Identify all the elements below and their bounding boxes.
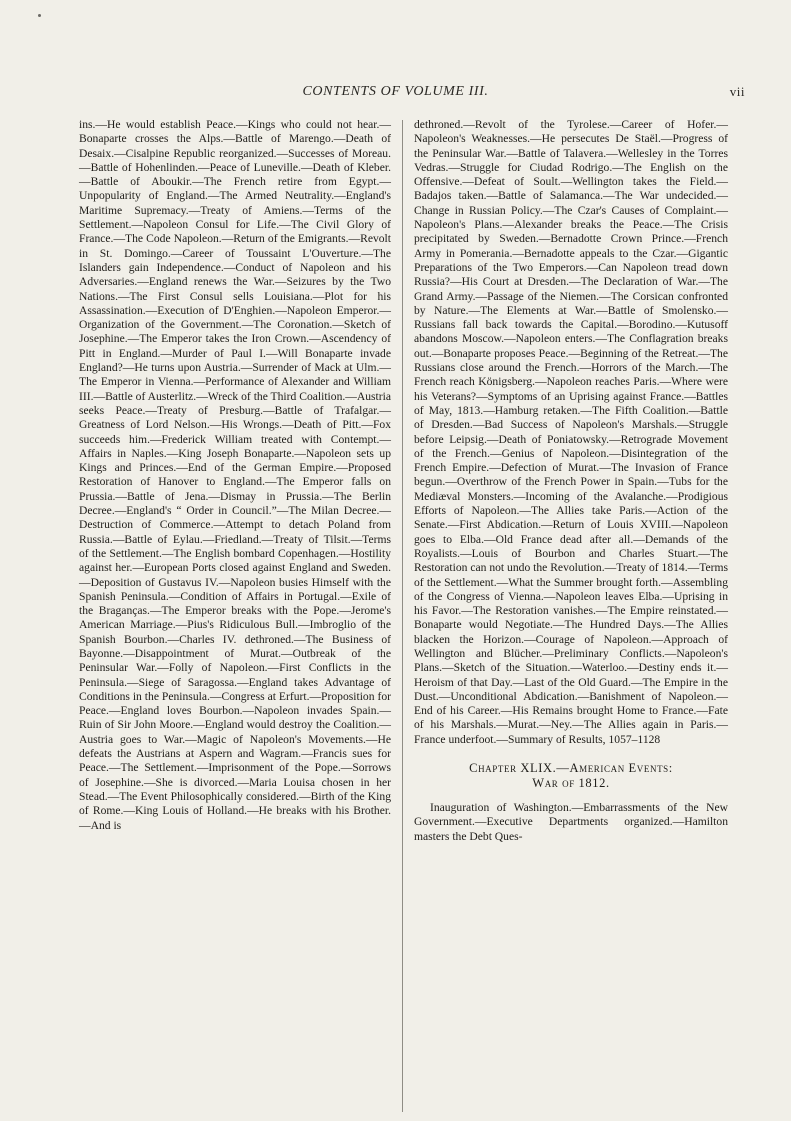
- right-column-text: dethroned.—Revolt of the Tyrolese.—Career of Hofer.—Napoleon's Weaknesses.—He persecutes De Staël.—Progress of the Peninsular War.—Battle of Talavera.—Wellesley in the Torres Vedras.—Struggle for Ciudad Rodrigo.—The English on the Offensive.—Defeat of Soult.—Wellington takes the Field.—Badajos taken.—Battle of Salamanca.—The War undecided.—Change in Russian Policy.—The Czar's Causes of Complaint.—Napoleon's Plans.—Alexander breaks the Peace.—The Crisis precipitated by Sweden.—Bernadotte Crown Prince.—French Army in Pomerania.—Bernadotte appeals to the Czar.—Gigantic Preparations of the Two Emperors.—Can Napoleon tread down Russia?—His Court at Dresden.—The Declaration of War.—The Grand Army.—Passage of the Niemen.—The Corsican confronted by Nature.—The Elements at War.—Battle of Smolensko.—Russians fall back towards the Capital.—Borodino.—Kutusoff abandons Moscow.—Napoleon enters.—The Conflagration breaks out.—Bonaparte proposes Peace.—Beginning of the Retreat.—The Russians close around the French.—Horrors of the March.—The French reach Königsberg.—Napoleon reaches Paris.—Where were his Veterans?—Symptoms of an Uprising against France.—Battles of May, 1813.—Hamburg retaken.—The Fifth Coalition.—Battle of Dresden.—Bad Success of Napoleon's Marshals.—Struggle before Leipsig.—Death of Poniatowsky.—Retrograde Movement of the French.—Genius of Napoleon.—Disintegration of the French Empire.—Defection of Murat.—The Invasion of France begun.—Overthrow of the French Power in Spain.—Tubs for the Mediæval Monsters.—Incoming of the Avalanche.—Prodigious Efforts of Napoleon.—The Allies take Paris.—Action of the Senate.—First Abdication.—Return of Louis XVIII.—Napoleon goes to Elba.—Old France dead after all.—Demands of the Royalists.—Louis of Bourbon and Charles Stuart.—The Restoration can not undo the Revolution.—Treaty of 1814.—Terms of the Settlement.—What the Summer brought forth.—Assembling of the Congress of Vienna.—Napoleon leaves Elba.—Uprising in his Favor.—The Restoration vanishes.—The Empire reinstated.—Bonaparte would Negotiate.—The Hundred Days.—The Allies blacken the Horizon.—Courage of Napoleon.—Approach of Wellington and Blücher.—Preliminary Conflicts.—Napoleon's Plans.—Sketch of the Situation.—Waterloo.—Destiny ends it.—Heroism of that Day.—Last of the Old Guard.—The Empire in the Dust.—Unconditional Abdication.—Banishment of Napoleon.—End of his Career.—His Remains brought Home to France.—Fate of his Marshals.—Murat.—Ney.—The Allies again in Paris.—France underfoot.—Summary of Results, 1057–1128: [414, 118, 729, 746]
- left-column-text: ins.—He would establish Peace.—Kings who could not hear.—Bonaparte crosses the Alps.—Battle of Marengo.—Death of Desaix.—Cisalpine Republic reorganized.—Successes of Moreau.—Battle of Hohenlinden.—Peace of Luneville.—Death of Kleber.—Battle of Aboukir.—The French retire from Egypt.—Unpopularity of England.—The Armed Neutrality.—England's Maritime Supremacy.—Treaty of Amiens.—Terms of the Settlement.—Napoleon Consul for Life.—The Civil Glory of France.—The Code Napoleon.—Return of the Emigrants.—Revolt in St. Domingo.—Career of Toussaint L'Ouverture.—The Islanders gain Independence.—Conduct of Napoleon and his Adversaries.—England renews the War.—Seizures by the Two Nations.—The First Consul sells Louisiana.—Plot for his Assassination.—Execution of D'Enghien.—Napoleon Emperor.—Organization of the Government.—The Coronation.—Sketch of Josephine.—The Emperor takes the Iron Crown.—Ascendency of Pitt in England.—Murder of Paul I.—Will Bonaparte invade England?—He turns upon Austria.—Surrender of Mack at Ulm.—The Emperor in Vienna.—Performance of Alexander and William III.—Battle of Austerlitz.—Wreck of the Third Coalition.—Austria seeks Peace.—Treaty of Presburg.—Battle of Trafalgar.—Greatness of Lord Nelson.—His Wrongs.—Death of Pitt.—Fox succeeds him.—Frederick William treated with Contempt.—Affairs in Naples.—King Joseph Bonaparte.—Napoleon sets up Kings and Princes.—End of the German Empire.—Proposed Restoration of Hanover to England.—The Emperor falls on Prussia.—Battle of Jena.—Dismay in Prussia.—The Berlin Decree.—England's “ Order in Council.”—The Milan Decree.—Destruction of Commerce.—Attempt to detach Poland from Russia.—Battle of Eylau.—Friedland.—Treaty of Tilsit.—Terms of the Settlement.—The English bombard Copenhagen.—Hostility against her.—European Ports closed against England and Sweden.—Deposition of Gustavus IV.—Napoleon busies Himself with the Spanish Peninsula.—Condition of Affairs in Portugal.—Exile of the Braganças.—The Emperor breaks with the Pope.—Jerome's American Marriage.—Pius's Ridiculous Bull.—Imbroglio of the Spanish Bourbon.—Charles IV. dethroned.—The Business of Bayonne.—Disappointment of Murat.—Outbreak of the Peninsular War.—Folly of Napoleon.—First Conflicts in the Peninsula.—Siege of Saragossa.—England takes Advantage of Conditions in the Peninsula.—Congress at Erfurt.—Proposition for Peace.—England loves Bourbon.—Napoleon invades Spain.—Ruin of Sir John Moore.—England would destroy the Coalition.—Austria goes to War.—Magic of Napoleon's Movements.—He defeats the Austrians at Aspern and Wagram.—Francis sues for Peace.—The Settlement.—Imprisonment of the Pope.—Sorrows of Josephine.—She is divorced.—Maria Louisa chosen in her Stead.—The Event Philosophically considered.—Birth of the King of Rome.—King Louis of Holland.—He breaks with his Brother.—And is: [79, 118, 391, 832]
- left-column: [79, 118, 391, 833]
- page-number: vii: [729, 84, 745, 99]
- column-divider: [402, 120, 403, 1112]
- page-header: [0, 84, 791, 104]
- page-speck: [38, 14, 41, 17]
- chapter-heading-line-2: War of 1812.: [532, 776, 610, 791]
- chapter-summary-text: Inauguration of Washington.—Embarrassments of the New Government.—Executive Departments organized.—Hamilton masters the Debt Ques-: [414, 801, 728, 843]
- chapter-heading-line-1: Chapter XLIX.—American Events:: [469, 761, 673, 776]
- chapter-heading: [414, 761, 728, 791]
- right-column: [414, 118, 728, 844]
- running-title: CONTENTS OF VOLUME III.: [302, 84, 489, 99]
